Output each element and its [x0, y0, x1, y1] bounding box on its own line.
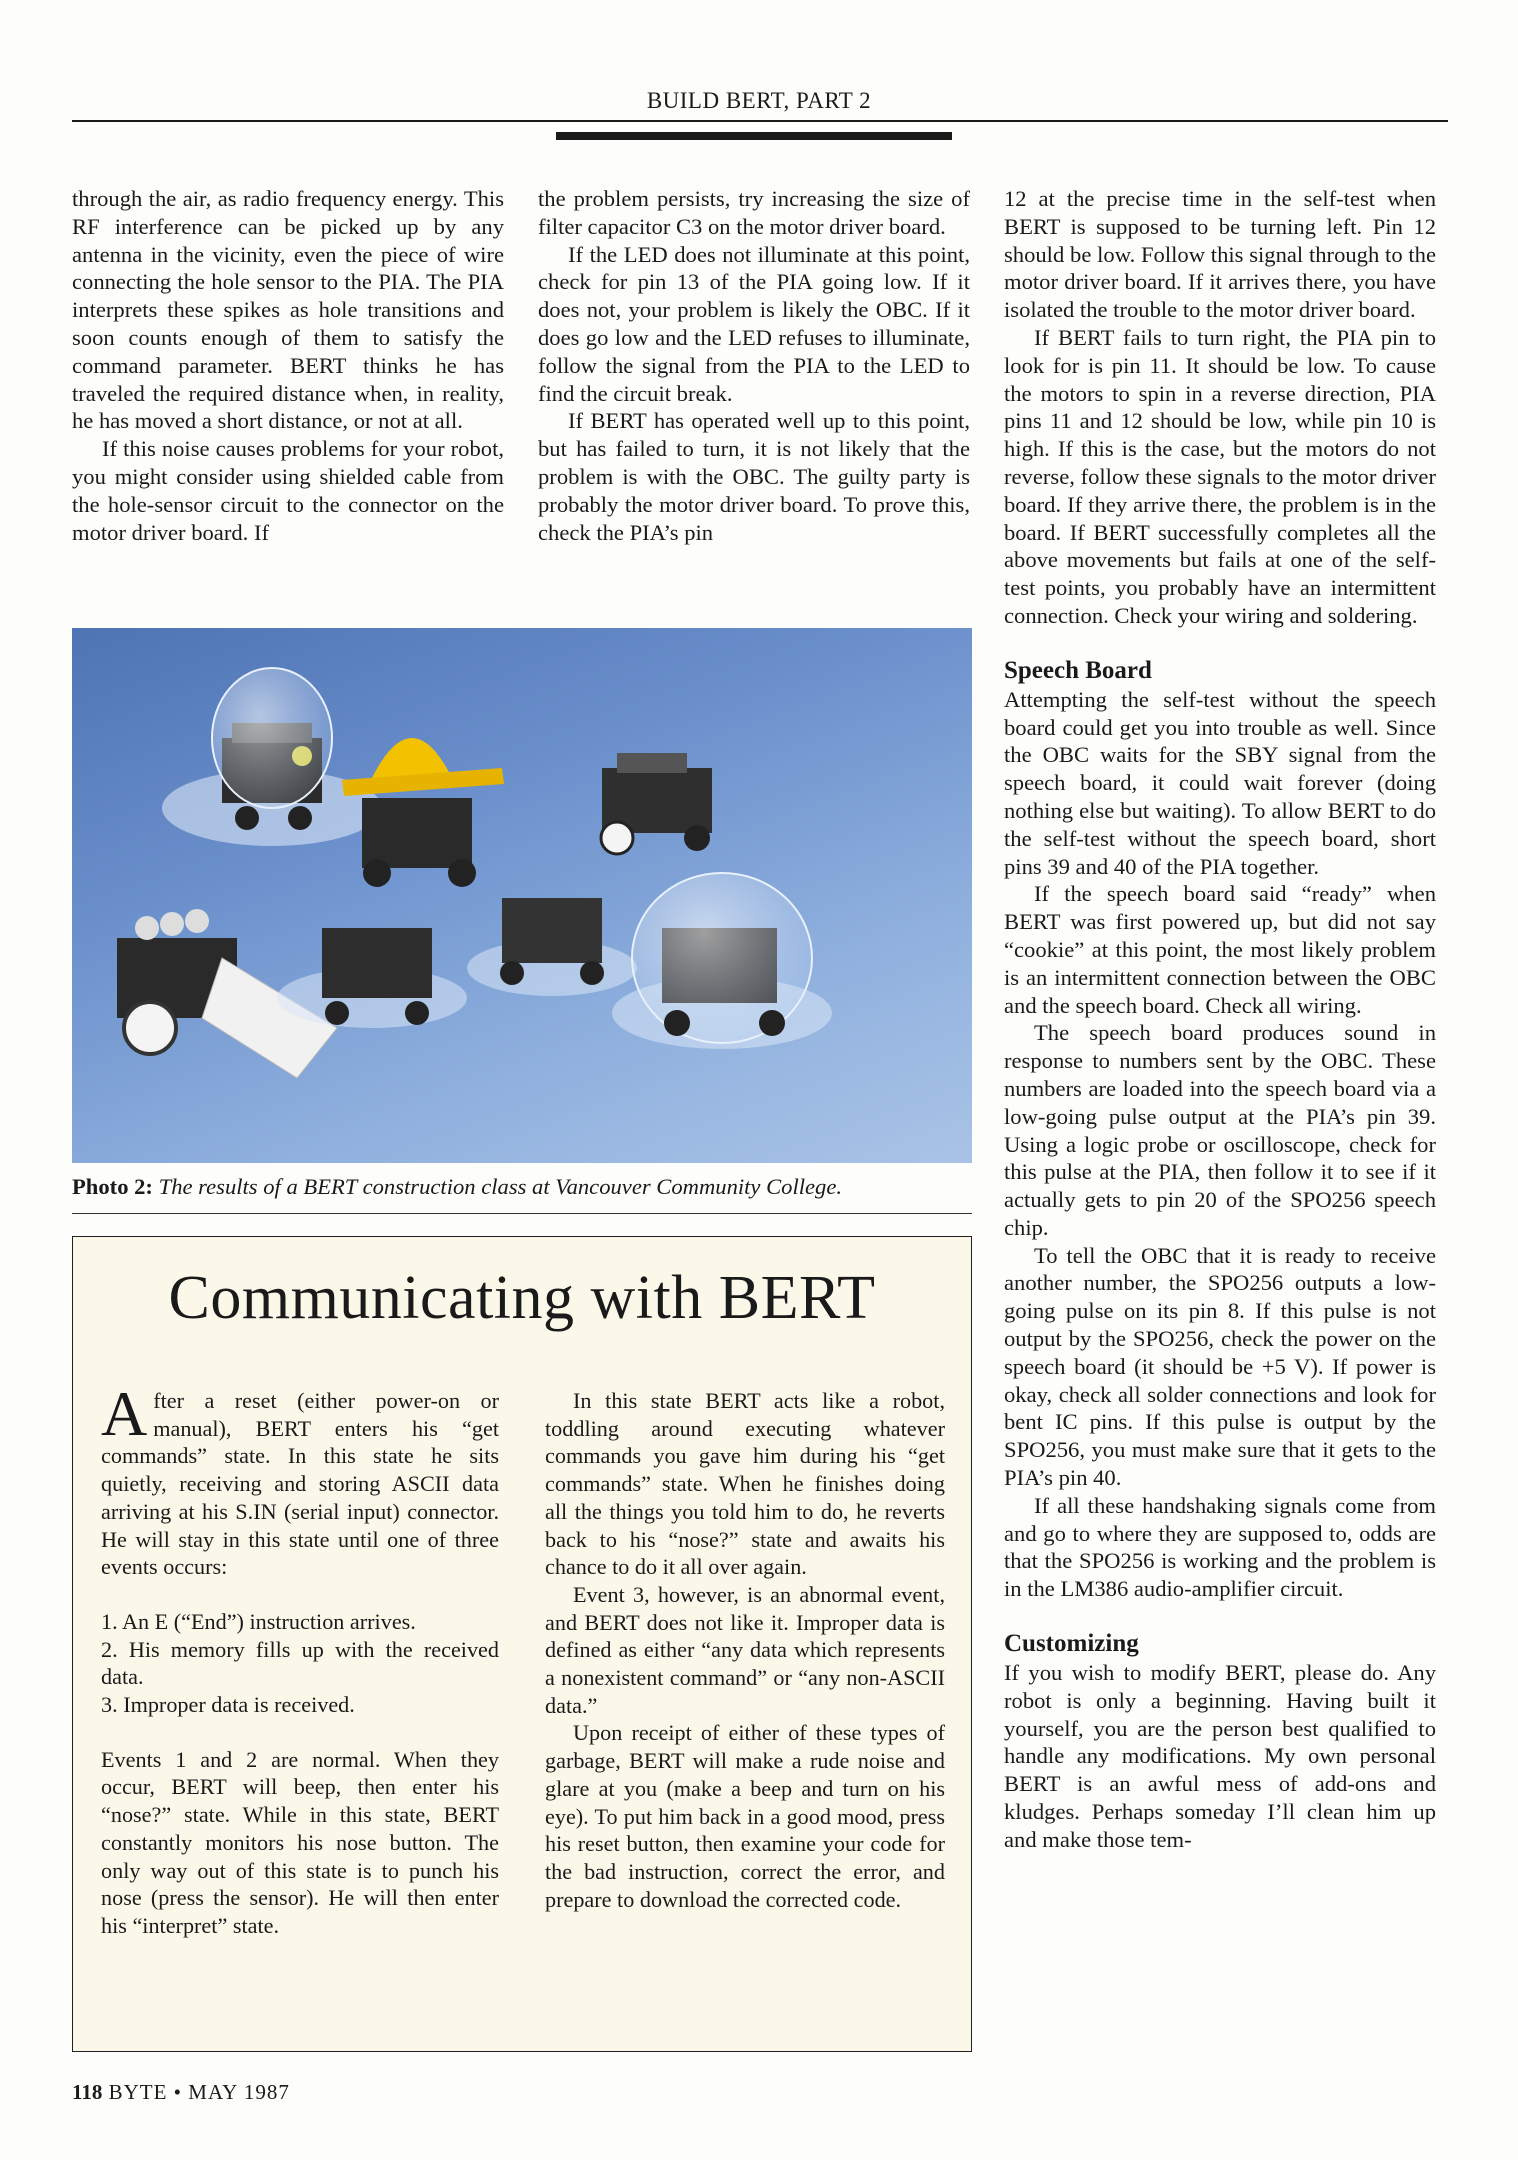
- photo-caption-text: The results of a BERT construction class at Vancouver Community College.: [158, 1174, 843, 1199]
- list-item: 3. Improper data is received.: [101, 1692, 355, 1718]
- robot-domed-1: [162, 668, 382, 846]
- speech-board-heading: Speech Board: [1004, 656, 1152, 684]
- paragraph: If the speech board said “ready” when BERT was first powered up, but did not say “cookie” at this point, the most likely problem is an intermittent connection between the OBC and the speech board. Check all wiring.: [1004, 881, 1436, 1018]
- paragraph: If all these handshaking signals come from and go to where they are supposed to, odds are that the SPO256 is working and the problem is in the LM386 audio-amplifier circuit.: [1004, 1492, 1436, 1602]
- sidebar-title: Communicating with BERT: [168, 1264, 876, 1332]
- paragraph: through the air, as radio frequency energy. This RF interference can be picked up by any antenna in the vicinity, even the piece of wire connecting the hole sensor to the PIA. The PIA interprets these spikes as hole transitions and soon counts enough of them to satisfy the command parameter. BERT thinks he has traveled the required distance when, in reality, he has moved a short distance, or not at all.: [72, 186, 504, 434]
- list-item: 1. An E (“End”) instruction arrives.: [101, 1608, 416, 1634]
- page-number: 118: [72, 2080, 103, 2104]
- photo-caption: [72, 1174, 972, 1200]
- robot-center: [277, 928, 467, 1028]
- robots-photo: [72, 628, 972, 1163]
- paragraph: To tell the OBC that it is ready to receive another number, the SPO256 outputs a low-going pulse on its pin 8. If this pulse is not output by the SPO256, check the power on the speech board (it should be +5 V). If power is okay, check all solder connections and look for bent IC pins. If this pulse is output by the SPO256, you must make sure that it gets to the PIA’s pin 40.: [1004, 1242, 1436, 1491]
- paragraph: In this state BERT acts like a robot, toddling around executing whatever commands you gave him during his “get commands” state. When he finishes doing all the things you told him to do, he reverts back to his “nose?” state and awaits his chance to do it all over again.: [545, 1388, 945, 1580]
- paragraph: Events 1 and 2 are normal. When they occur, BERT will beep, then enter his “nose?” state. While in this state, BERT constantly monitors his nose button. The only way out of this state is to punch his nose (press the sensor). He will then enter his “interpret” state.: [101, 1746, 499, 1938]
- robot-hardhat: [342, 738, 504, 887]
- paragraph: If this noise causes problems for your robot, you might consider using shielded cable from the hole-sensor circuit to the connector on the motor driver board. If: [72, 436, 504, 545]
- page-footer: [72, 2080, 290, 2105]
- paragraph: fter a reset (either power-on or manual), BERT enters his “get commands” state. In this state he sits quietly, receiving and storing ASCII data arriving at his S.IN (serial input) connector. He will stay in this state until one of three events occurs:: [101, 1388, 499, 1580]
- paragraph: Upon receipt of either of these types of garbage, BERT will make a rude noise and glare at you (make a beep and turn on his eye). To put him back in a good mood, press his reset button, then examine your code for the bad instruction, correct the error, and prepare to download the corrected code.: [545, 1720, 945, 1912]
- paragraph: If the LED does not illuminate at this point, check for pin 13 of the PIA going low. If it does not, your problem is likely the OBC. If it does go low and the LED refuses to illuminate, follow the signal from the PIA to the LED to find the circuit break.: [538, 241, 970, 406]
- sidebar-box: [72, 1236, 972, 2052]
- header-accent-bar: [556, 132, 952, 140]
- paragraph: 12 at the precise time in the self-test when BERT is supposed to be turning left. Pin 12 should be low. Follow this signal through to the motor driver board. If it arrives there, you have isolated the trouble to the motor driver board.: [1004, 186, 1436, 323]
- column-2: [538, 185, 970, 546]
- paragraph: Event 3, however, is an abnormal event, and BERT does not like it. Improper data is defined as either “any data which represents a nonexistent command” or “any non-ASCII data.”: [545, 1581, 945, 1718]
- paragraph: the problem persists, try increasing the size of filter capacitor C3 on the motor driver board.: [538, 186, 970, 239]
- sidebar-column-2: [545, 1387, 945, 1913]
- drop-cap: A: [101, 1378, 148, 1449]
- robot-domed-2: [612, 873, 832, 1049]
- paragraph: If you wish to modify BERT, please do. Any robot is only a beginning. Having built it yourself, you are the person best qualified to handle any modifications. My own personal BERT is an awful mess of add-ons and kludges. Perhaps someday I’ll clean him up and make those tem-: [1004, 1660, 1436, 1852]
- running-title: BUILD BERT, PART 2: [646, 88, 872, 113]
- column-3: [1004, 185, 1436, 1854]
- caption-rule: [72, 1213, 972, 1214]
- column-1: [72, 185, 504, 546]
- robot-middle-right: [467, 898, 637, 996]
- customizing-heading: Customizing: [1004, 1630, 1139, 1658]
- paragraph: The speech board produces sound in response to numbers sent by the OBC. These numbers are loaded into the speech board via a low-going pulse output at the PIA’s pin 39. Using a logic probe or oscilloscope, check for this pulse at the PIA, then follow it to see if it actually gets to pin 20 of the SPO256 speech chip.: [1004, 1020, 1436, 1240]
- photo-label: Photo 2:: [72, 1174, 153, 1199]
- robot-rear-right: [601, 753, 712, 854]
- publication-info: BYTE • MAY 1987: [108, 2080, 290, 2104]
- paragraph: If BERT fails to turn right, the PIA pin to look for is pin 11. It should be low. To cause the motors to spin in a reverse direction, PIA pins 11 and 12 should be low, while pin 10 is high. If this is the case, but the motors do not reverse, follow these signals to the motor driver board. If they arrive there, the problem is in the board. If BERT successfully completes all the above movements but fails at one of the self-test points, you probably have an intermittent connection. Check your wiring and soldering.: [1004, 324, 1436, 628]
- paragraph: If BERT has operated well up to this point, but has failed to turn, it is not likely that the problem is with the OBC. The guilty party is probably the motor driver board. To prove this, check the PIA’s pin: [538, 408, 970, 545]
- header-rule: [72, 120, 1448, 122]
- list-item: 2. His memory fills up with the received data.: [101, 1636, 499, 1690]
- paragraph: Attempting the self-test without the speech board could get you into trouble as well. Since the OBC waits for the SBY signal from the speech board, it could wait forever (doing nothing else but waiting). To allow BERT to do the self-test without the speech board, short pins 39 and 40 of the PIA together.: [1004, 686, 1436, 879]
- sidebar-column-1: [101, 1378, 499, 1940]
